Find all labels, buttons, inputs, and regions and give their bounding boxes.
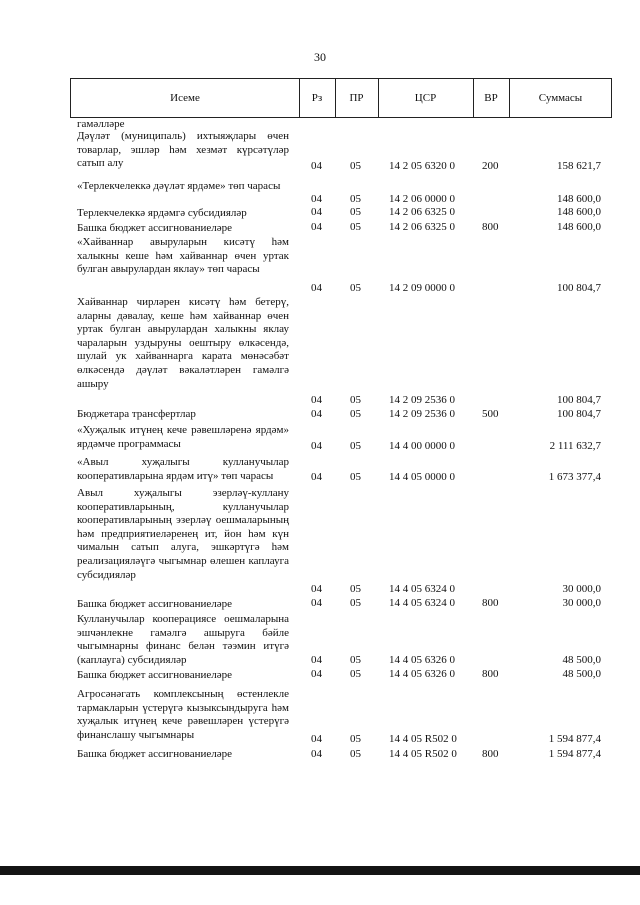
row-vr: 800 <box>482 597 499 610</box>
row-pr: 05 <box>350 597 361 610</box>
row-name: Башка бюджет ассигнованиеләре <box>77 669 232 681</box>
row-vr: 800 <box>482 221 499 234</box>
row-rz: 04 <box>311 471 322 484</box>
row-sum: 48 500,0 <box>562 668 601 681</box>
table-row <box>0 613 640 668</box>
row-rz: 04 <box>311 748 322 761</box>
row-rz: 04 <box>311 221 322 234</box>
row-name: «Терлекчелеккә дәүләт ярдәме» төп чарасы <box>77 180 281 192</box>
table-row <box>0 408 640 422</box>
row-name: Кулланучылар кооперациясе оешмаларына эшчәнлекне гамәлгә ашыруга бәйле чыгымнарны финанс белән тәэмин итүгә (каплауга) субсидияләр <box>77 613 289 666</box>
row-name: Авыл хуҗалыгы эзерләү-куллану кооперативларының, кулланучылар кооперативларының эзерләү оешмаларының һәм предприятиеләренең ит, йон һәм күн чималын сатып алуга, эшкәртүгә һәм реализацияләүгә чыгымнар өлешен каплауга субсидияләр <box>77 487 289 581</box>
row-csr: 14 4 00 0000 0 <box>389 440 455 453</box>
row-sum: 100 804,7 <box>557 394 601 407</box>
row-pr: 05 <box>350 654 361 667</box>
row-csr: 14 4 05 R502 0 <box>389 733 457 746</box>
row-csr: 14 2 06 6325 0 <box>389 206 455 219</box>
row-rz: 04 <box>311 282 322 295</box>
continued-text: гамәлләре <box>77 118 125 130</box>
row-rz: 04 <box>311 668 322 681</box>
row-csr: 14 4 05 6326 0 <box>389 654 455 667</box>
row-pr: 05 <box>350 668 361 681</box>
row-csr: 14 2 09 0000 0 <box>389 282 455 295</box>
row-vr: 500 <box>482 408 499 421</box>
table-row <box>0 296 640 408</box>
row-rz: 04 <box>311 394 322 407</box>
header-name: Исеме <box>170 92 200 104</box>
row-pr: 05 <box>350 221 361 234</box>
table-row <box>0 688 640 747</box>
row-name: Башка бюджет ассигнованиеләре <box>77 222 232 234</box>
scan-edge <box>0 866 640 875</box>
row-vr: 800 <box>482 668 499 681</box>
row-pr: 05 <box>350 471 361 484</box>
row-csr: 14 2 06 0000 0 <box>389 193 455 206</box>
row-pr: 05 <box>350 583 361 596</box>
row-name: Терлекчелеккә ярдәмгә субсидияләр <box>77 207 247 219</box>
row-sum: 30 000,0 <box>562 583 601 596</box>
row-pr: 05 <box>350 748 361 761</box>
table-row <box>0 669 640 682</box>
row-sum: 148 600,0 <box>557 221 601 234</box>
row-csr: 14 4 05 0000 0 <box>389 471 455 484</box>
row-pr: 05 <box>350 206 361 219</box>
row-csr: 14 2 06 6325 0 <box>389 221 455 234</box>
row-name: «Авыл хуҗалыгы кулланучылар кооперативларына ярдәм итү» төп чарасы <box>77 456 289 482</box>
header-sum: Суммасы <box>538 92 583 104</box>
row-vr: 800 <box>482 748 499 761</box>
header-rz: Рз <box>311 92 323 104</box>
row-csr: 14 4 05 6326 0 <box>389 668 455 681</box>
row-pr: 05 <box>350 160 361 173</box>
row-sum: 30 000,0 <box>562 597 601 610</box>
row-csr: 14 2 09 2536 0 <box>389 394 455 407</box>
table-row <box>0 598 640 611</box>
header-vr: ВР <box>484 92 498 104</box>
row-sum: 1 594 877,4 <box>548 748 601 761</box>
row-sum: 2 111 632,7 <box>549 440 601 453</box>
row-pr: 05 <box>350 440 361 453</box>
table-row <box>0 456 640 485</box>
row-csr: 14 4 05 6324 0 <box>389 597 455 610</box>
table-row <box>0 424 640 454</box>
row-sum: 1 673 377,4 <box>548 471 601 484</box>
row-vr: 200 <box>482 160 499 173</box>
row-rz: 04 <box>311 583 322 596</box>
row-sum: 100 804,7 <box>557 408 601 421</box>
row-pr: 05 <box>350 282 361 295</box>
row-name: Башка бюджет ассигнованиеләре <box>77 598 232 610</box>
row-rz: 04 <box>311 733 322 746</box>
header-pr: ПР <box>349 92 364 104</box>
row-name: «Хайваннар авыруларын кисәтү һәм халыкны кеше һәм хайваннар өчен уртак булган авырулардан яклау» төп чарасы <box>77 236 289 276</box>
row-sum: 158 621,7 <box>557 160 601 173</box>
table-row <box>0 207 640 220</box>
row-sum: 1 594 877,4 <box>548 733 601 746</box>
row-csr: 14 4 05 6324 0 <box>389 583 455 596</box>
row-name: «Хуҗалык итүнең кече рәвешләренә ярдәм» ярдәмче программасы <box>77 424 289 450</box>
row-name: Дәүләт (муниципаль) ихтыяҗлары өчен товарлар, эшләр һәм хезмәт күрсәтүләр сатып алу <box>77 130 289 170</box>
row-rz: 04 <box>311 206 322 219</box>
row-sum: 148 600,0 <box>557 206 601 219</box>
row-rz: 04 <box>311 193 322 206</box>
row-csr: 14 2 09 2536 0 <box>389 408 455 421</box>
row-pr: 05 <box>350 733 361 746</box>
row-name: Башка бюджет ассигнованиеләре <box>77 748 232 760</box>
row-rz: 04 <box>311 408 322 421</box>
row-csr: 14 4 05 R502 0 <box>389 748 457 761</box>
table-row <box>0 180 640 207</box>
row-pr: 05 <box>350 394 361 407</box>
table-row <box>0 487 640 597</box>
row-csr: 14 2 05 6320 0 <box>389 160 455 173</box>
row-rz: 04 <box>311 440 322 453</box>
table-row <box>0 130 640 174</box>
table-row <box>0 748 640 762</box>
row-sum: 100 804,7 <box>557 282 601 295</box>
table-row <box>0 236 640 296</box>
row-rz: 04 <box>311 597 322 610</box>
row-rz: 04 <box>311 160 322 173</box>
table-row <box>0 222 640 235</box>
row-pr: 05 <box>350 408 361 421</box>
row-name: Хайваннар чирләрен кисәтү һәм бетерү, аларны дәвалау, кеше һәм хайваннар өчен уртак булган авырулардан халыкны яклау чараларын уздыруны оештыру өлкәсендә, шулай ук хайваннарга карата мөнәсәбәт өлкәсендә дәүләт вәкаләтләрен гамәлгә ашыру <box>77 296 289 390</box>
row-name: Бюджетара трансфертлар <box>77 408 196 420</box>
row-sum: 48 500,0 <box>562 654 601 667</box>
table-header <box>70 78 612 118</box>
row-name: Агросәнәгать комплексының өстенлекле тармакларын үстерүгә кызыксындыруга һәм хуҗалык итүнең кече рәвешләрен үстерүгә финанслашу чыгымнары <box>77 688 289 741</box>
page-number: 30 <box>314 50 326 64</box>
row-pr: 05 <box>350 193 361 206</box>
row-sum: 148 600,0 <box>557 193 601 206</box>
header-csr: ЦСР <box>414 92 437 104</box>
row-rz: 04 <box>311 654 322 667</box>
